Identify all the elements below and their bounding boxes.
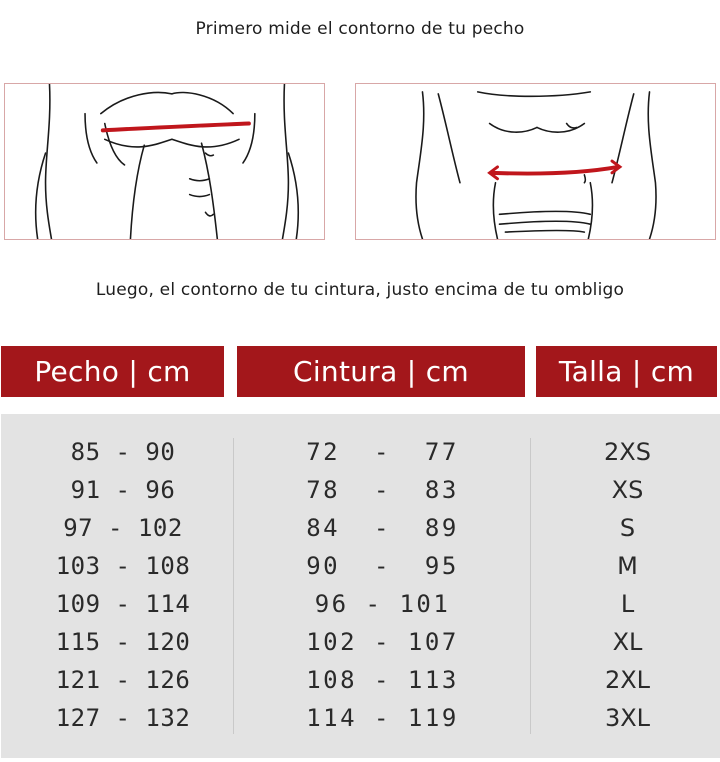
cintura-cell: 108 - 113 (306, 666, 459, 694)
cintura-column (270, 433, 495, 737)
talla-cell: XS (611, 476, 644, 504)
talla-cell: 3XL (604, 704, 651, 732)
talla-cell: L (620, 590, 635, 618)
pecho-cell: 103 - 108 (55, 552, 191, 580)
pecho-cell: 91 - 96 (70, 476, 176, 504)
header-cintura: Cintura | cm (237, 346, 525, 397)
chest-measure-line (103, 123, 249, 130)
header-pecho: Pecho | cm (1, 346, 224, 397)
chest-measurement-illustration (4, 83, 325, 240)
pecho-cell: 97 - 102 (63, 514, 183, 542)
pecho-cell: 109 - 114 (55, 590, 191, 618)
chest-instruction-caption: Primero mide el contorno de tu pecho (195, 19, 525, 39)
waist-measurement-illustration (355, 83, 716, 240)
pecho-column (40, 433, 206, 737)
talla-cell: M (617, 552, 638, 580)
talla-cell: S (619, 514, 636, 542)
pecho-cell: 121 - 126 (55, 666, 191, 694)
cintura-cell: 114 - 119 (306, 704, 459, 732)
talla-cell: XL (612, 628, 643, 656)
cintura-cell: 78 - 83 (306, 476, 459, 504)
column-divider (530, 438, 531, 734)
talla-column (560, 433, 695, 737)
cintura-cell: 72 - 77 (306, 438, 459, 466)
cintura-cell: 84 - 89 (306, 514, 459, 542)
cintura-cell: 96 - 101 (314, 590, 451, 618)
cintura-cell: 90 - 95 (306, 552, 459, 580)
pecho-cell: 85 - 90 (70, 438, 176, 466)
cintura-cell: 102 - 107 (306, 628, 459, 656)
talla-cell: 2XL (604, 666, 651, 694)
column-divider (233, 438, 234, 734)
pecho-cell: 115 - 120 (55, 628, 191, 656)
talla-cell: 2XS (604, 438, 651, 466)
waist-measure-line (492, 167, 618, 174)
waist-instruction-caption: Luego, el contorno de tu cintura, justo encima de tu ombligo (95, 280, 625, 300)
header-talla: Talla | cm (536, 346, 717, 397)
pecho-cell: 127 - 132 (55, 704, 191, 732)
